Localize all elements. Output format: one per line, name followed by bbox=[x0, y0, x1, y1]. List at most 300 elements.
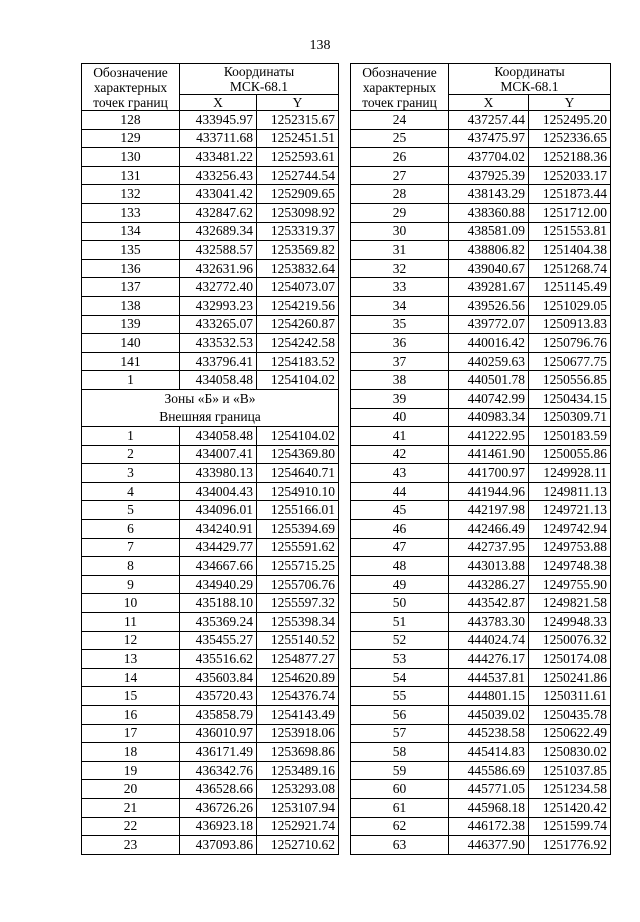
table-row bbox=[351, 259, 611, 278]
y-coordinate: 1253918.06 bbox=[257, 724, 339, 743]
table-row bbox=[82, 371, 339, 390]
y-coordinate: 1254260.87 bbox=[257, 315, 339, 334]
table-row bbox=[351, 278, 611, 297]
point-number: 48 bbox=[351, 557, 449, 576]
table-row bbox=[351, 296, 611, 315]
y-coordinate: 1255706.76 bbox=[257, 575, 339, 594]
point-number: 53 bbox=[351, 650, 449, 669]
x-coordinate: 442197.98 bbox=[449, 501, 529, 520]
x-coordinate: 443542.87 bbox=[449, 594, 529, 613]
designation-line1: Обозначение bbox=[93, 64, 168, 80]
point-number: 7 bbox=[82, 538, 180, 557]
y-coordinate: 1254376.74 bbox=[257, 687, 339, 706]
x-coordinate: 439526.56 bbox=[449, 296, 529, 315]
x-coordinate: 436010.97 bbox=[180, 724, 257, 743]
table-row bbox=[351, 575, 611, 594]
point-number: 41 bbox=[351, 427, 449, 446]
designation-line3: точек границ bbox=[362, 94, 437, 110]
table-row bbox=[82, 780, 339, 799]
y-coordinate: 1251712.00 bbox=[529, 203, 611, 222]
point-number: 17 bbox=[82, 724, 180, 743]
x-coordinate: 441461.90 bbox=[449, 445, 529, 464]
point-number: 4 bbox=[82, 482, 180, 501]
x-coordinate: 437704.02 bbox=[449, 148, 529, 167]
table-row bbox=[82, 259, 339, 278]
x-header: X bbox=[449, 95, 529, 111]
point-number: 137 bbox=[82, 278, 180, 297]
designation-header bbox=[82, 64, 180, 111]
x-header: X bbox=[180, 95, 257, 111]
coordinates-line2: МСК-68.1 bbox=[229, 79, 289, 94]
point-number: 25 bbox=[351, 129, 449, 148]
table-row bbox=[351, 111, 611, 130]
y-coordinate: 1251037.85 bbox=[529, 761, 611, 780]
x-coordinate: 436923.18 bbox=[180, 817, 257, 836]
point-number: 60 bbox=[351, 780, 449, 799]
coordinates-header bbox=[180, 64, 339, 95]
x-coordinate: 433796.41 bbox=[180, 352, 257, 371]
x-coordinate: 435720.43 bbox=[180, 687, 257, 706]
y-coordinate: 1250311.61 bbox=[529, 687, 611, 706]
x-coordinate: 445039.02 bbox=[449, 706, 529, 725]
y-coordinate: 1255398.34 bbox=[257, 613, 339, 632]
y-coordinate: 1249928.11 bbox=[529, 464, 611, 483]
x-coordinate: 442466.49 bbox=[449, 520, 529, 539]
point-number: 136 bbox=[82, 259, 180, 278]
table-row bbox=[351, 724, 611, 743]
y-coordinate: 1254219.56 bbox=[257, 296, 339, 315]
y-coordinate: 1250174.08 bbox=[529, 650, 611, 669]
x-coordinate: 445414.83 bbox=[449, 743, 529, 762]
table-row bbox=[351, 817, 611, 836]
y-coordinate: 1255394.69 bbox=[257, 520, 339, 539]
y-coordinate: 1254242.58 bbox=[257, 334, 339, 353]
y-coordinate: 1254073.07 bbox=[257, 278, 339, 297]
y-coordinate: 1250076.32 bbox=[529, 631, 611, 650]
y-coordinate: 1252909.65 bbox=[257, 185, 339, 204]
x-coordinate: 444024.74 bbox=[449, 631, 529, 650]
y-coordinate: 1251776.92 bbox=[529, 836, 611, 855]
point-number: 14 bbox=[82, 668, 180, 687]
y-coordinate: 1249755.90 bbox=[529, 575, 611, 594]
x-coordinate: 435188.10 bbox=[180, 594, 257, 613]
x-coordinate: 434007.41 bbox=[180, 445, 257, 464]
y-coordinate: 1254620.89 bbox=[257, 668, 339, 687]
table-row bbox=[82, 761, 339, 780]
table-row bbox=[351, 520, 611, 539]
y-coordinate: 1252921.74 bbox=[257, 817, 339, 836]
coordinates-line1: Координаты bbox=[494, 64, 565, 79]
point-number: 131 bbox=[82, 166, 180, 185]
coordinates-header bbox=[449, 64, 611, 95]
point-number: 3 bbox=[82, 464, 180, 483]
y-coordinate: 1251234.58 bbox=[529, 780, 611, 799]
table-row bbox=[351, 761, 611, 780]
table-row bbox=[351, 241, 611, 260]
y-coordinate: 1254877.27 bbox=[257, 650, 339, 669]
x-coordinate: 444276.17 bbox=[449, 650, 529, 669]
point-number: 139 bbox=[82, 315, 180, 334]
point-number: 38 bbox=[351, 371, 449, 390]
y-coordinate: 1254104.02 bbox=[257, 371, 339, 390]
x-coordinate: 446377.90 bbox=[449, 836, 529, 855]
point-number: 138 bbox=[82, 296, 180, 315]
point-number: 59 bbox=[351, 761, 449, 780]
header-row bbox=[351, 64, 611, 95]
table-row bbox=[351, 334, 611, 353]
y-coordinate: 1253569.82 bbox=[257, 241, 339, 260]
point-number: 2 bbox=[82, 445, 180, 464]
y-coordinate: 1253319.37 bbox=[257, 222, 339, 241]
y-coordinate: 1251553.81 bbox=[529, 222, 611, 241]
point-number: 47 bbox=[351, 538, 449, 557]
x-coordinate: 442737.95 bbox=[449, 538, 529, 557]
x-coordinate: 434058.48 bbox=[180, 371, 257, 390]
table-row bbox=[351, 538, 611, 557]
point-number: 134 bbox=[82, 222, 180, 241]
table-row bbox=[82, 241, 339, 260]
x-coordinate: 433945.97 bbox=[180, 111, 257, 130]
y-coordinate: 1254183.52 bbox=[257, 352, 339, 371]
designation-line3: точек границ bbox=[93, 94, 168, 110]
x-coordinate: 434940.29 bbox=[180, 575, 257, 594]
table-row bbox=[82, 148, 339, 167]
point-number: 23 bbox=[82, 836, 180, 855]
x-coordinate: 436171.49 bbox=[180, 743, 257, 762]
x-coordinate: 434004.43 bbox=[180, 482, 257, 501]
x-coordinate: 438143.29 bbox=[449, 185, 529, 204]
x-coordinate: 445771.05 bbox=[449, 780, 529, 799]
table-row bbox=[82, 520, 339, 539]
page-number: 138 bbox=[309, 38, 331, 53]
point-number: 35 bbox=[351, 315, 449, 334]
table-row bbox=[82, 111, 339, 130]
point-number: 13 bbox=[82, 650, 180, 669]
table-row bbox=[351, 668, 611, 687]
x-coordinate: 441944.96 bbox=[449, 482, 529, 501]
table-row bbox=[82, 482, 339, 501]
y-coordinate: 1249721.13 bbox=[529, 501, 611, 520]
point-number: 50 bbox=[351, 594, 449, 613]
y-coordinate: 1249948.33 bbox=[529, 613, 611, 632]
y-coordinate: 1251268.74 bbox=[529, 259, 611, 278]
x-coordinate: 440742.99 bbox=[449, 389, 529, 408]
point-number: 62 bbox=[351, 817, 449, 836]
point-number: 132 bbox=[82, 185, 180, 204]
x-coordinate: 444801.15 bbox=[449, 687, 529, 706]
x-coordinate: 437475.97 bbox=[449, 129, 529, 148]
x-coordinate: 439772.07 bbox=[449, 315, 529, 334]
section-header bbox=[82, 389, 339, 426]
x-coordinate: 445968.18 bbox=[449, 798, 529, 817]
table-row bbox=[82, 706, 339, 725]
table-row bbox=[82, 334, 339, 353]
point-number: 1 bbox=[82, 371, 180, 390]
point-number: 43 bbox=[351, 464, 449, 483]
y-coordinate: 1254143.49 bbox=[257, 706, 339, 725]
y-coordinate: 1255715.25 bbox=[257, 557, 339, 576]
x-coordinate: 441222.95 bbox=[449, 427, 529, 446]
table-row bbox=[351, 631, 611, 650]
table-row bbox=[82, 352, 339, 371]
y-coordinate: 1250435.78 bbox=[529, 706, 611, 725]
y-coordinate: 1253698.86 bbox=[257, 743, 339, 762]
point-number: 22 bbox=[82, 817, 180, 836]
x-coordinate: 443286.27 bbox=[449, 575, 529, 594]
x-coordinate: 440259.63 bbox=[449, 352, 529, 371]
point-number: 28 bbox=[351, 185, 449, 204]
x-coordinate: 443013.88 bbox=[449, 557, 529, 576]
table-row bbox=[82, 650, 339, 669]
table-row bbox=[82, 557, 339, 576]
x-coordinate: 432588.57 bbox=[180, 241, 257, 260]
point-number: 37 bbox=[351, 352, 449, 371]
y-coordinate: 1252336.65 bbox=[529, 129, 611, 148]
table-row bbox=[82, 222, 339, 241]
y-coordinate: 1252710.62 bbox=[257, 836, 339, 855]
point-number: 55 bbox=[351, 687, 449, 706]
table-row bbox=[82, 631, 339, 650]
point-number: 54 bbox=[351, 668, 449, 687]
point-number: 129 bbox=[82, 129, 180, 148]
y-coordinate: 1250830.02 bbox=[529, 743, 611, 762]
designation-line2: характерных bbox=[93, 79, 168, 95]
table-row bbox=[351, 650, 611, 669]
point-number: 24 bbox=[351, 111, 449, 130]
x-coordinate: 438806.82 bbox=[449, 241, 529, 260]
table-row bbox=[82, 668, 339, 687]
point-number: 45 bbox=[351, 501, 449, 520]
point-number: 29 bbox=[351, 203, 449, 222]
point-number: 40 bbox=[351, 408, 449, 427]
point-number: 141 bbox=[82, 352, 180, 371]
x-coordinate: 439040.67 bbox=[449, 259, 529, 278]
table-row bbox=[82, 185, 339, 204]
x-coordinate: 437925.39 bbox=[449, 166, 529, 185]
point-number: 6 bbox=[82, 520, 180, 539]
y-coordinate: 1251145.49 bbox=[529, 278, 611, 297]
y-coordinate: 1251029.05 bbox=[529, 296, 611, 315]
x-coordinate: 434667.66 bbox=[180, 557, 257, 576]
table-row bbox=[82, 129, 339, 148]
table-row bbox=[351, 687, 611, 706]
table-row bbox=[351, 129, 611, 148]
y-coordinate: 1251873.44 bbox=[529, 185, 611, 204]
designation-line2: характерных bbox=[362, 79, 437, 95]
table-row bbox=[351, 836, 611, 855]
table-row bbox=[82, 166, 339, 185]
table-row bbox=[351, 389, 611, 408]
table-row bbox=[82, 464, 339, 483]
table-row bbox=[82, 445, 339, 464]
section-title: Зоны «Б» и «В» bbox=[82, 389, 339, 408]
x-coordinate: 439281.67 bbox=[449, 278, 529, 297]
point-number: 31 bbox=[351, 241, 449, 260]
x-coordinate: 433532.53 bbox=[180, 334, 257, 353]
x-coordinate: 435369.24 bbox=[180, 613, 257, 632]
point-number: 36 bbox=[351, 334, 449, 353]
y-coordinate: 1251599.74 bbox=[529, 817, 611, 836]
table-row bbox=[351, 352, 611, 371]
y-coordinate: 1250677.75 bbox=[529, 352, 611, 371]
x-coordinate: 445238.58 bbox=[449, 724, 529, 743]
point-number: 33 bbox=[351, 278, 449, 297]
x-coordinate: 435858.79 bbox=[180, 706, 257, 725]
point-number: 32 bbox=[351, 259, 449, 278]
y-coordinate: 1251404.38 bbox=[529, 241, 611, 260]
point-number: 46 bbox=[351, 520, 449, 539]
table-row bbox=[351, 706, 611, 725]
table-row bbox=[351, 185, 611, 204]
x-coordinate: 433041.42 bbox=[180, 185, 257, 204]
y-coordinate: 1249742.94 bbox=[529, 520, 611, 539]
table-row bbox=[82, 315, 339, 334]
x-coordinate: 432631.96 bbox=[180, 259, 257, 278]
y-coordinate: 1254640.71 bbox=[257, 464, 339, 483]
right-table-body bbox=[351, 111, 611, 855]
designation-header bbox=[351, 64, 449, 111]
y-coordinate: 1253098.92 bbox=[257, 203, 339, 222]
y-coordinate: 1254369.80 bbox=[257, 445, 339, 464]
y-coordinate: 1250241.86 bbox=[529, 668, 611, 687]
point-number: 51 bbox=[351, 613, 449, 632]
point-number: 49 bbox=[351, 575, 449, 594]
x-coordinate: 432689.34 bbox=[180, 222, 257, 241]
table-row bbox=[82, 594, 339, 613]
x-coordinate: 437257.44 bbox=[449, 111, 529, 130]
table-row bbox=[82, 724, 339, 743]
y-coordinate: 1254104.02 bbox=[257, 427, 339, 446]
x-coordinate: 438581.09 bbox=[449, 222, 529, 241]
table-row bbox=[351, 166, 611, 185]
table-row bbox=[351, 408, 611, 427]
point-number: 42 bbox=[351, 445, 449, 464]
x-coordinate: 434240.91 bbox=[180, 520, 257, 539]
point-number: 140 bbox=[82, 334, 180, 353]
x-coordinate: 435455.27 bbox=[180, 631, 257, 650]
table-row bbox=[351, 482, 611, 501]
y-coordinate: 1249811.13 bbox=[529, 482, 611, 501]
coordinates-line1: Координаты bbox=[223, 64, 295, 79]
table-row bbox=[82, 687, 339, 706]
x-coordinate: 440983.34 bbox=[449, 408, 529, 427]
table-row bbox=[82, 296, 339, 315]
x-coordinate: 432847.62 bbox=[180, 203, 257, 222]
x-coordinate: 445586.69 bbox=[449, 761, 529, 780]
x-coordinate: 432772.40 bbox=[180, 278, 257, 297]
table-row bbox=[82, 501, 339, 520]
point-number: 128 bbox=[82, 111, 180, 130]
table-row bbox=[351, 222, 611, 241]
y-coordinate: 1250309.71 bbox=[529, 408, 611, 427]
y-coordinate: 1254910.10 bbox=[257, 482, 339, 501]
x-coordinate: 434429.77 bbox=[180, 538, 257, 557]
point-number: 58 bbox=[351, 743, 449, 762]
x-coordinate: 446172.38 bbox=[449, 817, 529, 836]
table-row bbox=[351, 427, 611, 446]
x-coordinate: 440016.42 bbox=[449, 334, 529, 353]
designation-line1: Обозначение bbox=[362, 64, 437, 80]
y-header: Y bbox=[529, 95, 611, 111]
point-number: 18 bbox=[82, 743, 180, 762]
point-number: 39 bbox=[351, 389, 449, 408]
point-number: 26 bbox=[351, 148, 449, 167]
y-coordinate: 1250796.76 bbox=[529, 334, 611, 353]
point-number: 56 bbox=[351, 706, 449, 725]
point-number: 57 bbox=[351, 724, 449, 743]
table-row bbox=[351, 445, 611, 464]
point-number: 52 bbox=[351, 631, 449, 650]
y-coordinate: 1253107.94 bbox=[257, 798, 339, 817]
x-coordinate: 444537.81 bbox=[449, 668, 529, 687]
left-table-top-body bbox=[82, 111, 339, 390]
table-row bbox=[351, 203, 611, 222]
coordinates-table-left bbox=[81, 63, 339, 855]
point-number: 130 bbox=[82, 148, 180, 167]
point-number: 11 bbox=[82, 613, 180, 632]
x-coordinate: 436528.66 bbox=[180, 780, 257, 799]
x-coordinate: 438360.88 bbox=[449, 203, 529, 222]
y-coordinate: 1251420.42 bbox=[529, 798, 611, 817]
y-coordinate: 1255140.52 bbox=[257, 631, 339, 650]
table-row bbox=[82, 743, 339, 762]
point-number: 44 bbox=[351, 482, 449, 501]
table-row bbox=[351, 315, 611, 334]
left-table-bottom-body bbox=[82, 427, 339, 855]
table-row bbox=[351, 613, 611, 632]
x-coordinate: 433980.13 bbox=[180, 464, 257, 483]
x-coordinate: 437093.86 bbox=[180, 836, 257, 855]
y-coordinate: 1252315.67 bbox=[257, 111, 339, 130]
y-coordinate: 1253489.16 bbox=[257, 761, 339, 780]
y-coordinate: 1250556.85 bbox=[529, 371, 611, 390]
point-number: 135 bbox=[82, 241, 180, 260]
y-coordinate: 1255166.01 bbox=[257, 501, 339, 520]
point-number: 10 bbox=[82, 594, 180, 613]
table-row bbox=[351, 743, 611, 762]
point-number: 9 bbox=[82, 575, 180, 594]
x-coordinate: 434096.01 bbox=[180, 501, 257, 520]
point-number: 12 bbox=[82, 631, 180, 650]
table-row bbox=[351, 371, 611, 390]
table-row bbox=[82, 278, 339, 297]
y-coordinate: 1255591.62 bbox=[257, 538, 339, 557]
point-number: 1 bbox=[82, 427, 180, 446]
point-number: 27 bbox=[351, 166, 449, 185]
table-row bbox=[82, 613, 339, 632]
x-coordinate: 433256.43 bbox=[180, 166, 257, 185]
table-row bbox=[351, 594, 611, 613]
point-number: 34 bbox=[351, 296, 449, 315]
y-coordinate: 1250183.59 bbox=[529, 427, 611, 446]
x-coordinate: 433265.07 bbox=[180, 315, 257, 334]
y-coordinate: 1252188.36 bbox=[529, 148, 611, 167]
table-row bbox=[351, 557, 611, 576]
table-row bbox=[82, 575, 339, 594]
x-coordinate: 433481.22 bbox=[180, 148, 257, 167]
x-coordinate: 435516.62 bbox=[180, 650, 257, 669]
x-coordinate: 440501.78 bbox=[449, 371, 529, 390]
y-coordinate: 1255597.32 bbox=[257, 594, 339, 613]
table-row bbox=[351, 501, 611, 520]
table-row bbox=[82, 538, 339, 557]
table-row bbox=[351, 798, 611, 817]
x-coordinate: 436726.26 bbox=[180, 798, 257, 817]
table-row bbox=[82, 203, 339, 222]
point-number: 133 bbox=[82, 203, 180, 222]
coordinates-table-right bbox=[350, 63, 611, 855]
point-number: 21 bbox=[82, 798, 180, 817]
